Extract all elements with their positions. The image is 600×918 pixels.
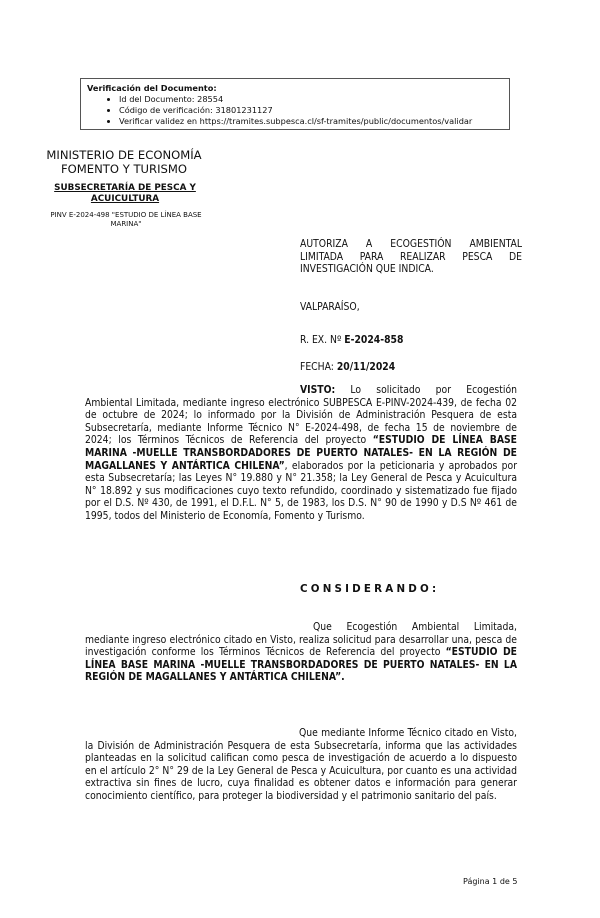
date-value: 20/11/2024 xyxy=(336,361,396,373)
verification-title: Verificación del Documento: xyxy=(87,83,217,93)
ministry-line-1: MINISTERIO DE ECONOMÍA xyxy=(46,148,202,162)
verification-box xyxy=(80,78,510,130)
date-label: FECHA: xyxy=(300,361,337,373)
ministry-line-2: FOMENTO Y TURISMO xyxy=(61,162,187,176)
document-reference xyxy=(36,211,216,229)
visto-label: VISTO: xyxy=(300,384,336,396)
ministry-name xyxy=(38,148,210,176)
resolution-place: VALPARAÍSO, xyxy=(300,301,360,313)
visto-text-b: , elaborados por la peticionaria y aprobados por esta Subsecretaría; las Leyes N° 19.880 y N° 21.358; la Ley General de Pesca y Acuicultura N° 18.892 y sus modificaciones cuyo texto refundido, coordinado y sistematizado fue fijado por el D.S. Nº 430, de 1991, el D.F.L. N° 5, de 1983, los D.S. N° 90 de 1990 y D.S Nº 461 de 1995, todos del Ministerio de Economía, Fomento y Turismo. xyxy=(85,459,518,522)
considerando-heading: CONSIDERANDO: xyxy=(300,583,440,595)
considerando-paragraph-1 xyxy=(85,621,517,684)
resolution-subject: AUTORIZA A ECOGESTIÓN AMBIENTAL LIMITADA PARA REALIZAR PESCA DE INVESTIGACIÓN QUE INDICA. xyxy=(300,238,522,276)
subsecretaria-line-1: SUBSECRETARÍA DE PESCA Y xyxy=(54,183,196,193)
verification-code: • Código de verificación: 31801231127 xyxy=(119,105,503,116)
rex-label: R. EX. Nº xyxy=(300,334,345,346)
page-number: Página 1 de 5 xyxy=(463,877,518,886)
considerando-paragraph-2: Que mediante Informe Técnico citado en Visto, la División de Administración Pesquera de esta Subsecretaría, informa que las actividades planteadas en la solicitud califican como pesca de investigación de acuerdo a lo dispuesto en el artículo 2° N° 29 de la Ley General de Pesca y Acuicultura, por cuanto es una actividad extractiva sin fines de lucro, cuya finalidad es obtener datos e información para generar conocimiento científico, para proteger la biodiversidad y el patrimonio sanitario del país. xyxy=(85,727,517,802)
rex-number: E-2024-858 xyxy=(344,334,404,346)
p1-text: Que Ecogestión Ambiental Limitada, mediante ingreso electrónico citado en Visto, realiza solicitud para desarrollar una, pesca de investigación conforme los Términos Técnicos de Referencia del proyecto xyxy=(85,621,517,659)
reference-line-2: MARINA" xyxy=(110,220,142,228)
subsecretaria-line-2: ACUICULTURA xyxy=(90,194,160,204)
verification-url[interactable]: • Verificar validez en https://tramites.subpesca.cl/sf-tramites/public/documentos/validar xyxy=(119,116,503,127)
resolution-date xyxy=(300,361,395,374)
verification-id: • Id del Documento: 28554 xyxy=(119,94,503,105)
subsecretaria-name xyxy=(40,183,210,205)
visto-project: “ESTUDIO DE LÍNEA BASE MARINA -MUELLE TRANSBORDADORES DE PUERTO NATALES- EN LA REGIÓN DE MAGALLANES Y ANTÁRTICA CHILENA” xyxy=(85,434,518,472)
p1-project: “ESTUDIO DE LÍNEA BASE MARINA -MUELLE TRANSBORDADORES DE PUERTO NATALES- EN LA REGIÓN DE MAGALLANES Y ANTÁRTICA CHILENA”. xyxy=(85,646,518,684)
resolution-number xyxy=(300,334,403,347)
reference-line-1: PINV E-2024-498 "ESTUDIO DE LÍNEA BASE xyxy=(50,211,202,219)
visto-paragraph xyxy=(85,384,517,523)
verification-list xyxy=(87,94,503,127)
visto-text-a: Lo solicitado por Ecogestión Ambiental Limitada, mediante ingreso electrónico SUBPESCA E-PINV-2024-439, de fecha 02 de octubre de 2024; lo informado por la División de Administración Pesquera de esta Subsecretaría, mediante Informe Técnico N° E-2024-498, de fecha 15 de noviembre de 2024; los Términos Técnicos de Referencia del proyecto xyxy=(85,384,517,447)
